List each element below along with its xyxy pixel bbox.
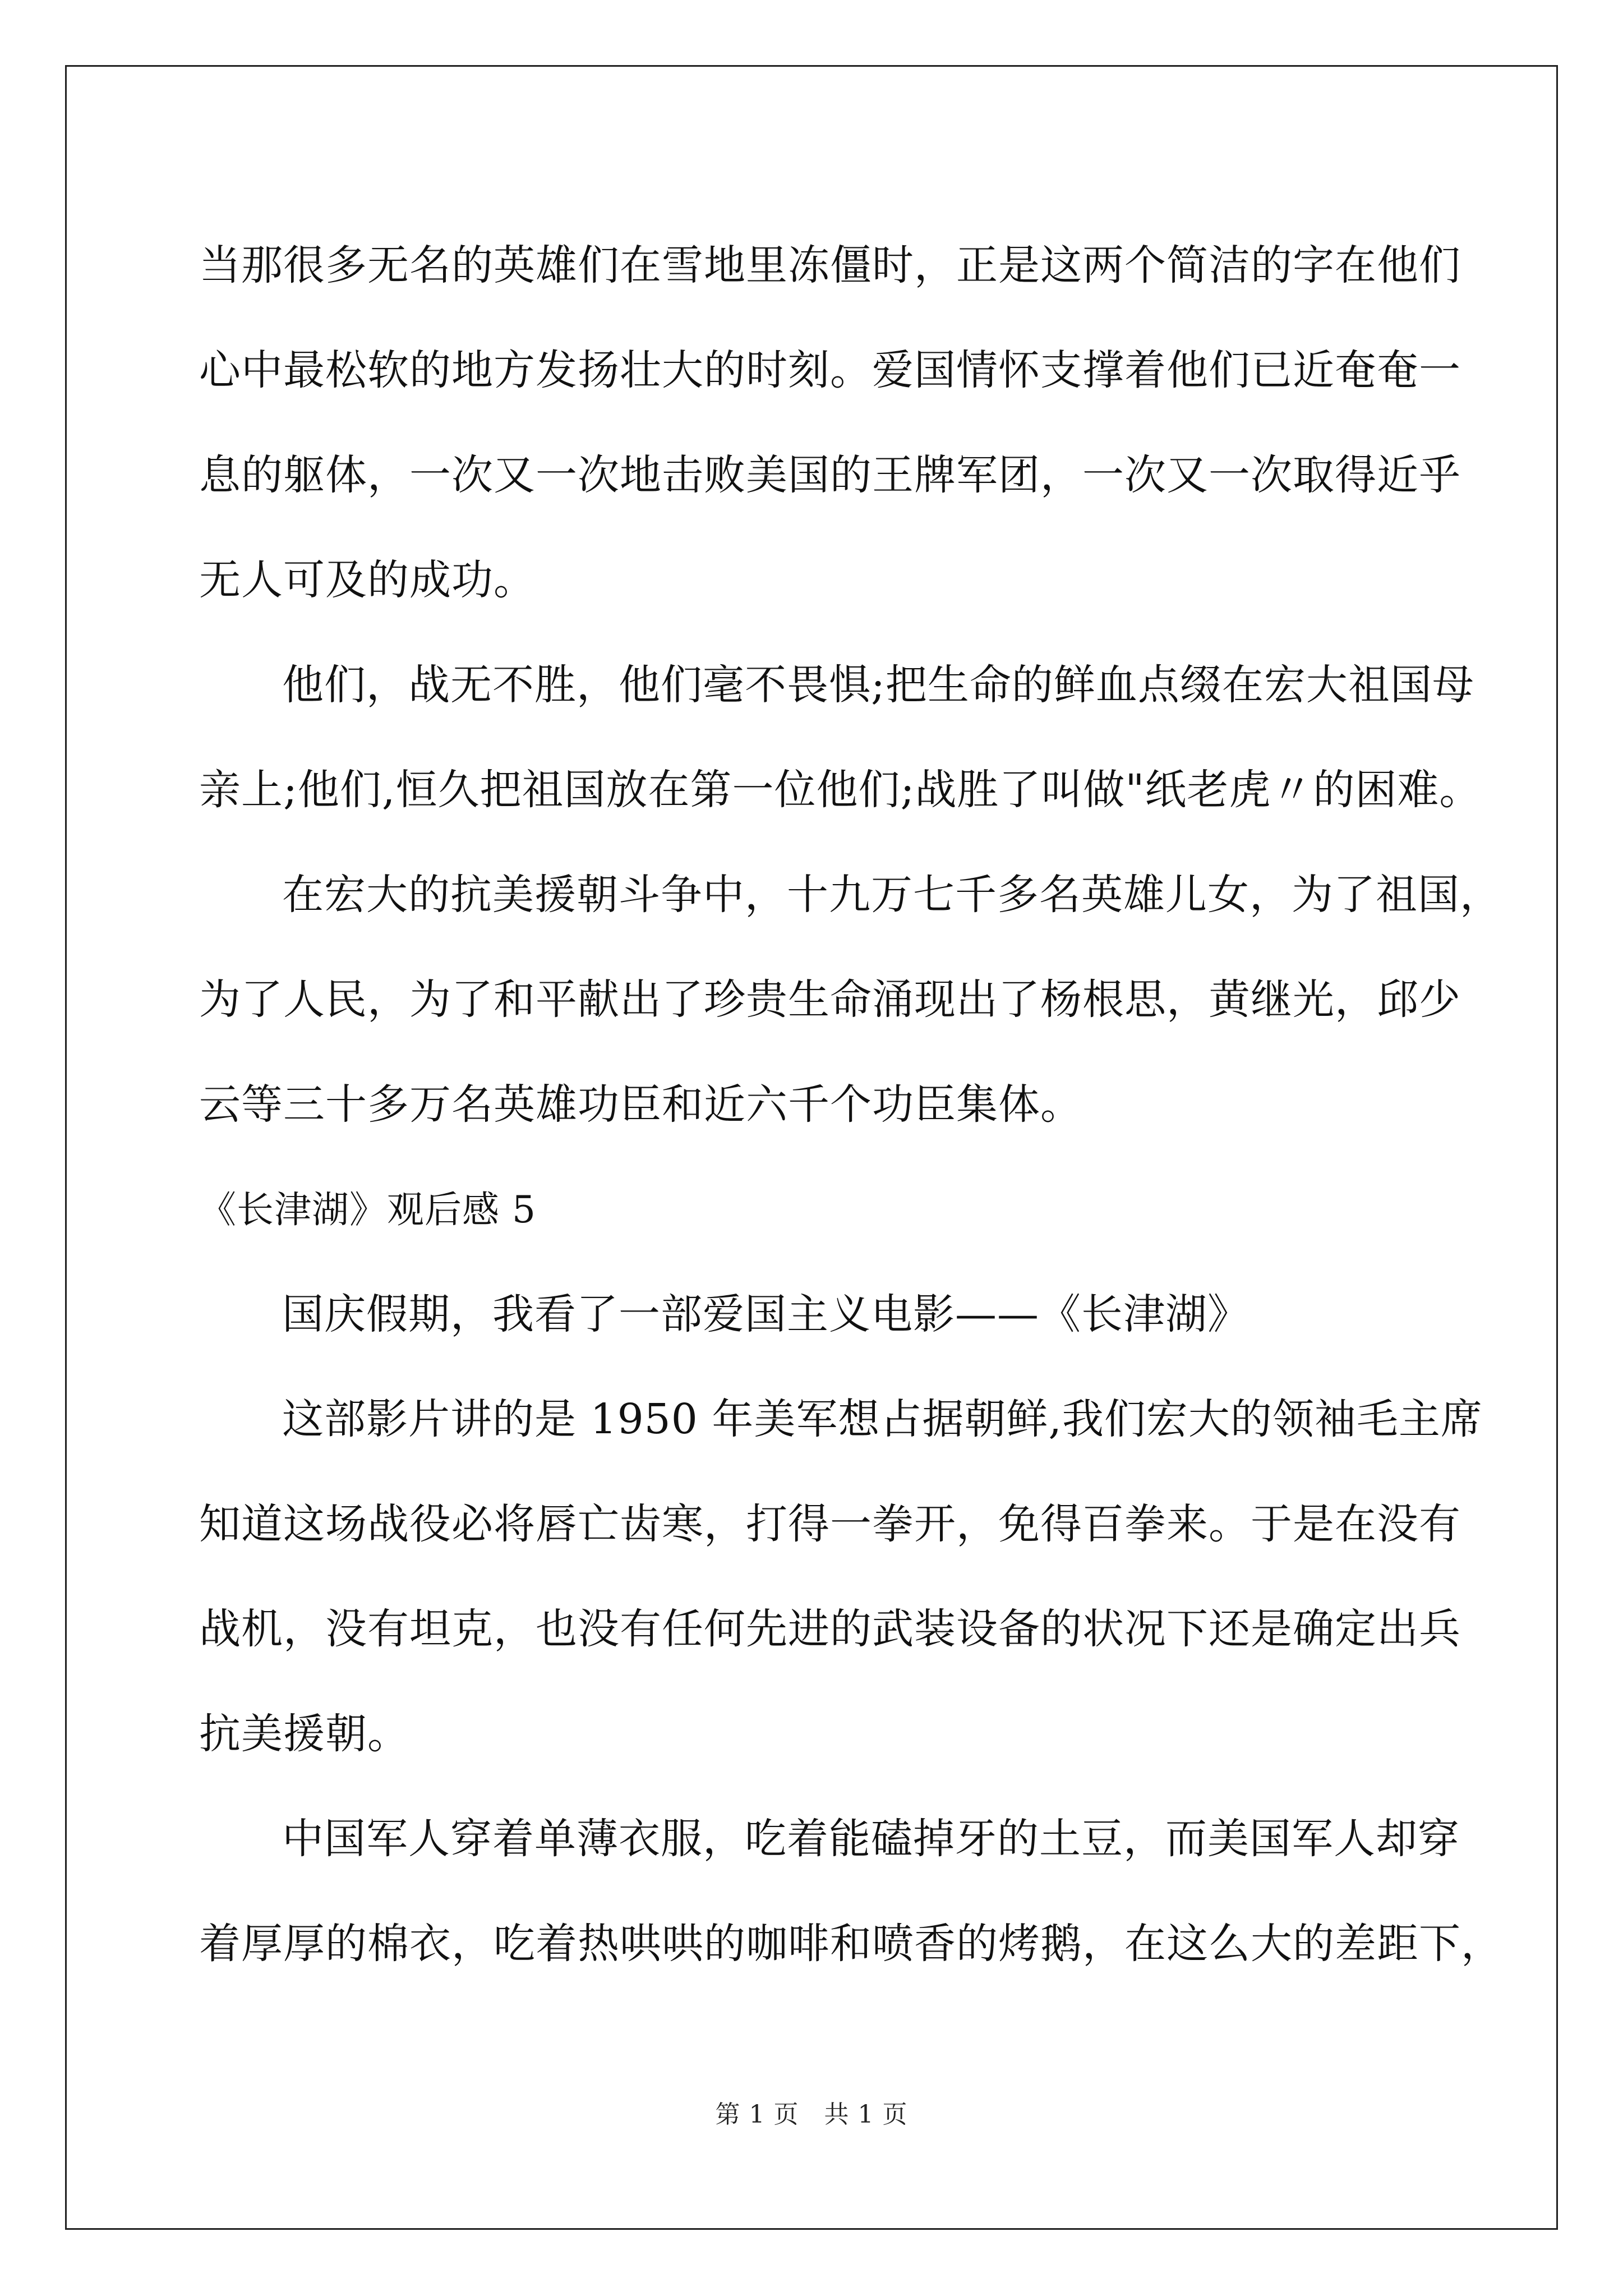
- paragraph-2: [199, 633, 1482, 843]
- text-line: 心中最松软的地方发扬壮大的时刻。爱国情怀支撑着他们已近奄奄一: [199, 346, 1461, 394]
- text-line: 知道这场战役必将唇亡齿寒，打得一拳开，免得百拳来。于是在没有: [199, 1500, 1461, 1548]
- text-line: 中国军人穿着单薄衣服，吃着能磕掉牙的土豆，而美国军人却穿: [282, 1815, 1460, 1863]
- paragraph-5: [199, 1367, 1483, 1787]
- text-line: 息的躯体，一次又一次地击败美国的王牌军团，一次又一次取得近乎: [199, 451, 1461, 499]
- text-line: 他们，战无不胜，他们毫不畏惧;把生命的鲜血点缀在宏大祖国母: [282, 661, 1474, 709]
- text-line: 着厚厚的棉衣，吃着热哄哄的咖啡和喷香的烤鹅，在这么大的差距下，: [199, 1920, 1503, 1968]
- text-line: 无人可及的成功。: [199, 556, 536, 604]
- text-line: 当那很多无名的英雄们在雪地里冻僵时，正是这两个简洁的字在他们: [199, 241, 1461, 289]
- page-footer: 第 1 页 共 1 页: [715, 2100, 908, 2129]
- text-line: 为了人民，为了和平献出了珍贵生命涌现出了杨根思，黄继光，邱少: [199, 976, 1461, 1024]
- paragraph-6: [199, 1787, 1503, 1996]
- text-line: 亲上;他们,恒久把祖国放在第一位他们;战胜了叫做"纸老虎〃的困难。: [199, 766, 1482, 814]
- text-line: 在宏大的抗美援朝斗争中，十九万七千多名英雄儿女，为了祖国，: [282, 871, 1502, 919]
- section-heading: 《长津湖》观后感 5: [199, 1188, 536, 1231]
- document-body: [199, 213, 1503, 1996]
- paragraph-3: [199, 843, 1502, 1157]
- text-line: 战机，没有坦克，也没有任何先进的武装设备的状况下还是确定出兵: [199, 1605, 1461, 1653]
- text-line: 国庆假期，我看了一部爱国主义电影——《长津湖》: [282, 1290, 1249, 1338]
- paragraph-4: [199, 1262, 1433, 1367]
- text-line: 这部影片讲的是 1950 年美军想占据朝鲜,我们宏大的领袖毛主席: [282, 1395, 1483, 1443]
- paragraph-1: [199, 213, 1461, 633]
- text-line: 抗美援朝。: [199, 1710, 409, 1758]
- text-line: 云等三十多万名英雄功臣和近六千个功臣集体。: [199, 1080, 1082, 1129]
